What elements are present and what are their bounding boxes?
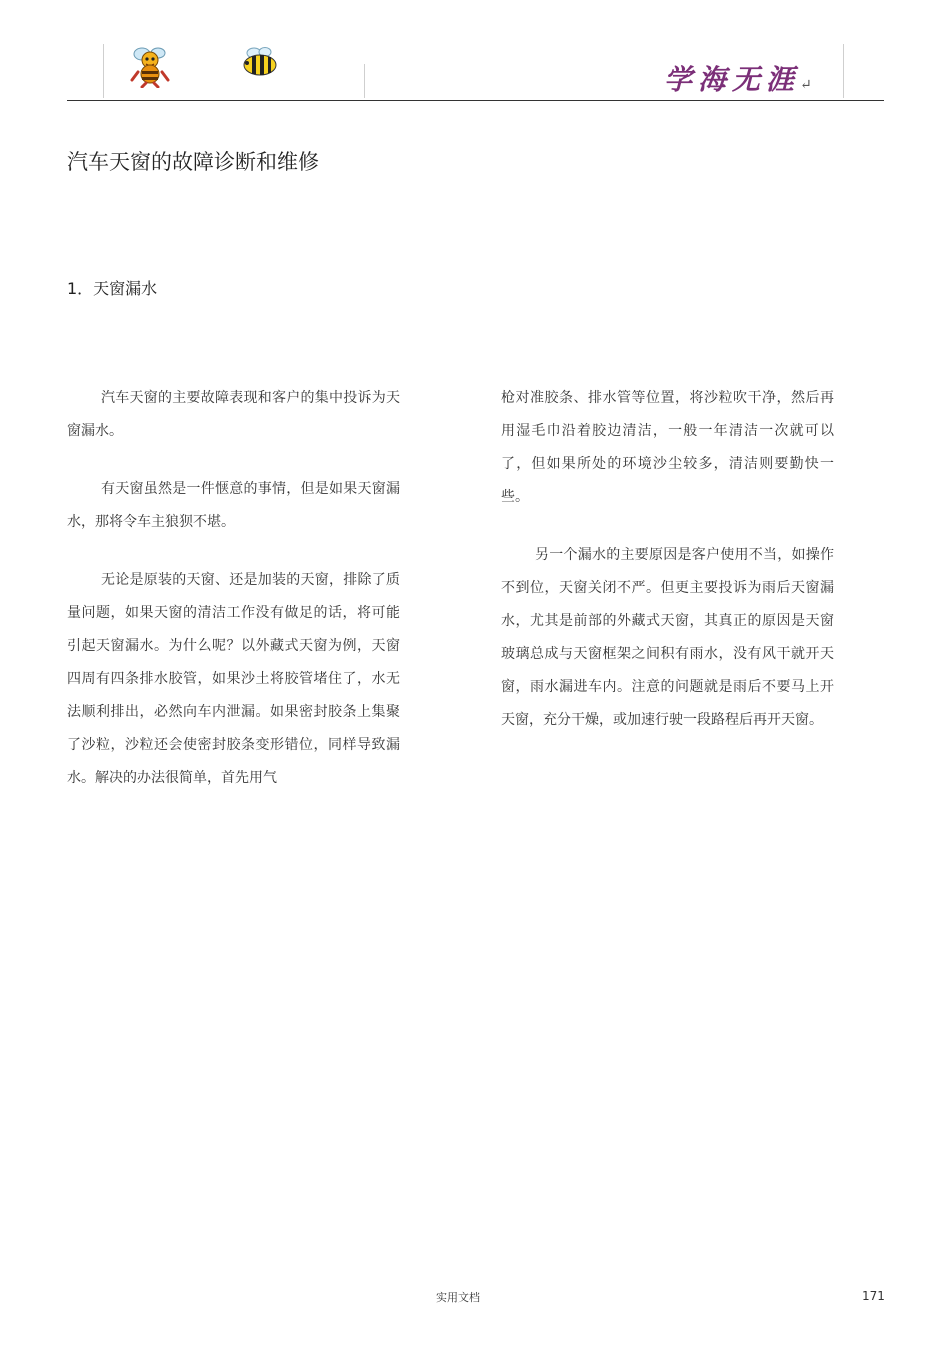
page-number: 171 (862, 1289, 885, 1303)
text-column-left (67, 382, 400, 795)
header-motto (664, 62, 812, 98)
paragraph: 另一个漏水的主要原因是客户使用不当，如操作不到位，天窗关闭不严。但更主要投诉为雨后天窗漏水，尤其是前部的外藏式天窗，其真正的原因是天窗玻璃总成与天窗框架之间积有雨水，没有风干就开天窗，雨水漏进车内。注意的问题就是雨后不要马上开天窗，充分干燥，或加速行驶一段路程后再开天窗。 (501, 547, 834, 728)
paragraph: 无论是原装的天窗、还是加装的天窗，排除了质量问题，如果天窗的清洁工作没有做足的话，将可能引起天窗漏水。为什么呢？以外藏式天窗为例，天窗四周有四条排水胶管，如果沙土将胶管堵住了，水无法顺利排出，必然向车内泄漏。如果密封胶条上集聚了沙粒，沙粒还会使密封胶条变形错位，同样导致漏水。解决的办法很简单，首先用气 (67, 572, 400, 786)
header-divider-right (843, 44, 844, 98)
section-heading: 1．天窗漏水 (67, 279, 158, 298)
paragraph: 有天窗虽然是一件惬意的事情，但是如果天窗漏水，那将令车主狼狈不堪。 (67, 481, 400, 530)
text-column-right (501, 382, 834, 737)
bee-icon (238, 46, 280, 78)
page-title: 汽车天窗的故障诊断和维修 (67, 150, 319, 174)
header-divider-left (103, 44, 104, 98)
paragraph: 汽车天窗的主要故障表现和客户的集中投诉为天窗漏水。 (67, 390, 400, 439)
motto-text: 学海无涯 (664, 63, 801, 96)
paragraph-mark: ↵ (800, 77, 812, 93)
bee-mascot-icon (128, 44, 174, 88)
header-rule (67, 100, 884, 101)
header-divider-middle (364, 64, 365, 98)
footer-label: 实用文档 (436, 1291, 480, 1304)
paragraph: 枪对准胶条、排水管等位置，将沙粒吹干净，然后再用湿毛巾沿着胶边清洁，一般一年清洁一次就可以了，但如果所处的环境沙尘较多，清洁则要勤快一些。 (501, 390, 834, 505)
